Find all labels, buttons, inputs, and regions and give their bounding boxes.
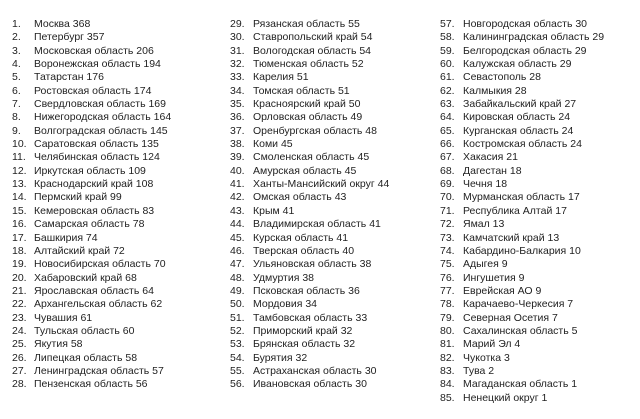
list-item-text: Петербург 357 (34, 31, 105, 44)
list-item-text: Ярославская область 64 (34, 284, 154, 297)
list-item (440, 205, 640, 218)
list-item-text: Адыгея 9 (463, 258, 508, 271)
list-item (440, 138, 640, 151)
list-item-rank: 49. (230, 284, 245, 297)
list-item-text: Кабардино-Балкария 10 (463, 244, 581, 257)
list-item (230, 272, 440, 285)
list-item-rank: 6. (12, 84, 21, 97)
list-item-rank: 13. (12, 178, 27, 191)
list-item-text: Пензенская область 56 (34, 378, 148, 391)
list-item-text: Красноярский край 50 (253, 98, 361, 111)
list-item-text: Орловская область 49 (253, 111, 363, 124)
list-item-rank: 80. (440, 324, 455, 337)
list-item (440, 392, 640, 405)
list-item (12, 245, 222, 258)
list-item (230, 111, 440, 124)
list-item-text: Кемеровская область 83 (34, 204, 155, 217)
list-item (12, 338, 222, 351)
list-item (12, 191, 222, 204)
list-item (440, 272, 640, 285)
list-item (440, 285, 640, 298)
list-item-rank: 48. (230, 271, 245, 284)
list-item (230, 31, 440, 44)
list-item (440, 165, 640, 178)
list-item (230, 205, 440, 218)
list-item-rank: 34. (230, 84, 245, 97)
list-item-text: Владимирская область 41 (253, 218, 381, 231)
list-item (440, 352, 640, 365)
list-item-rank: 66. (440, 138, 455, 151)
list-item (230, 298, 440, 311)
list-column-3 (440, 18, 640, 405)
list-column-2 (230, 18, 440, 392)
list-item-rank: 65. (440, 124, 455, 137)
list-item-rank: 37. (230, 124, 245, 137)
list-item-text: Крым 41 (253, 204, 295, 217)
list-item (230, 218, 440, 231)
list-item (440, 245, 640, 258)
list-item-text: Ивановская область 30 (253, 378, 367, 391)
list-item-text: Иркутская область 109 (34, 164, 146, 177)
list-item (230, 85, 440, 98)
list-item-rank: 47. (230, 258, 245, 271)
list-item-rank: 40. (230, 164, 245, 177)
list-item (12, 232, 222, 245)
list-item-rank: 22. (12, 298, 27, 311)
list-item (12, 18, 222, 31)
list-item (230, 325, 440, 338)
list-item (12, 218, 222, 231)
list-item-text: Ненецкий округ 1 (463, 391, 548, 404)
list-item-rank: 81. (440, 338, 455, 351)
list-item-text: Ленинградская область 57 (34, 364, 164, 377)
list-item (440, 325, 640, 338)
list-item-rank: 35. (230, 98, 245, 111)
list-item (12, 258, 222, 271)
list-item-text: Еврейская АО 9 (463, 284, 542, 297)
list-item (440, 151, 640, 164)
list-item-rank: 7. (12, 98, 21, 111)
list-item-rank: 50. (230, 298, 245, 311)
list-item (230, 18, 440, 31)
list-item (12, 325, 222, 338)
list-item-rank: 70. (440, 191, 455, 204)
list-item (440, 98, 640, 111)
list-item-rank: 69. (440, 178, 455, 191)
list-item-rank: 14. (12, 191, 27, 204)
list-item-rank: 25. (12, 338, 27, 351)
list-item-text: Смоленская область 45 (253, 151, 370, 164)
list-item-rank: 57. (440, 18, 455, 30)
list-item (12, 45, 222, 58)
list-item-text: Псковская область 36 (253, 284, 360, 297)
list-item-rank: 30. (230, 31, 245, 44)
list-item-text: Мурманская область 17 (463, 191, 580, 204)
list-item-text: Саратовская область 135 (34, 138, 159, 151)
list-item (230, 98, 440, 111)
list-item-rank: 11. (12, 151, 26, 164)
list-item (12, 285, 222, 298)
list-item-rank: 44. (230, 218, 245, 231)
list-item (12, 298, 222, 311)
list-item (440, 31, 640, 44)
list-item-rank: 41. (230, 178, 245, 191)
list-item-rank: 39. (230, 151, 245, 164)
list-item-text: Курганская область 24 (463, 124, 574, 137)
list-item-text: Новгородская область 30 (463, 18, 588, 30)
list-item (230, 378, 440, 391)
list-item-text: Курская область 41 (253, 231, 349, 244)
list-item-text: Томская область 51 (253, 84, 350, 97)
list-item-rank: 20. (12, 271, 27, 284)
list-item-text: Алтайский край 72 (34, 244, 125, 257)
list-item-rank: 8. (12, 111, 21, 124)
list-item-rank: 3. (12, 44, 21, 57)
list-item-text: Мордовия 34 (253, 298, 317, 311)
list-item-rank: 78. (440, 298, 455, 311)
list-item-rank: 59. (440, 44, 455, 57)
list-item-text: Забайкальский край 27 (463, 98, 577, 111)
list-item-rank: 4. (12, 58, 21, 71)
list-item-text: Свердловская область 169 (34, 98, 166, 111)
list-item (12, 111, 222, 124)
list-item (230, 71, 440, 84)
list-item (440, 71, 640, 84)
list-item-rank: 17. (12, 231, 27, 244)
list-item-rank: 2. (12, 31, 21, 44)
list-item (12, 138, 222, 151)
list-item-text: Удмуртия 38 (253, 271, 315, 284)
list-item-rank: 9. (12, 124, 21, 137)
list-item-rank: 21. (12, 284, 27, 297)
list-item (12, 71, 222, 84)
list-item-text: Кировская область 24 (463, 111, 571, 124)
list-item (12, 272, 222, 285)
list-item-rank: 63. (440, 98, 455, 111)
list-item (12, 165, 222, 178)
list-item-rank: 31. (230, 44, 245, 57)
list-item-rank: 56. (230, 378, 245, 391)
list-item-text: Московская область 206 (34, 44, 154, 57)
list-item (440, 18, 640, 31)
list-item-text: Архангельская область 62 (34, 298, 163, 311)
list-item-rank: 76. (440, 271, 455, 284)
list-item-text: Башкирия 74 (34, 231, 98, 244)
list-item-text: Тамбовская область 33 (253, 311, 368, 324)
list-item-text: Чечня 18 (463, 178, 508, 191)
list-item-text: Чукотка 3 (463, 351, 510, 364)
list-item-rank: 61. (440, 71, 455, 84)
list-item (230, 258, 440, 271)
list-item (230, 232, 440, 245)
list-item-text: Ханты-Мансийский округ 44 (253, 178, 390, 191)
list-item (230, 312, 440, 325)
list-item (230, 285, 440, 298)
list-item-rank: 12. (12, 164, 27, 177)
list-item-rank: 52. (230, 324, 245, 337)
list-item-text: Амурская область 45 (253, 164, 357, 177)
list-item-text: Карачаево-Черкесия 7 (463, 298, 574, 311)
list-item-text: Астраханская область 30 (253, 364, 377, 377)
list-item-text: Новосибирская область 70 (34, 258, 166, 271)
list-item (440, 378, 640, 391)
list-item-text: Ульяновская область 38 (253, 258, 372, 271)
list-item (12, 352, 222, 365)
list-item-rank: 72. (440, 218, 455, 231)
list-item-rank: 16. (12, 218, 27, 231)
list-item-text: Хакасия 21 (463, 151, 518, 164)
list-item-text: Волгоградская область 145 (34, 124, 168, 137)
list-item-rank: 58. (440, 31, 455, 44)
list-item (12, 98, 222, 111)
list-item-rank: 82. (440, 351, 455, 364)
list-item-text: Калужская область 29 (463, 58, 572, 71)
list-item (440, 365, 640, 378)
list-item-text: Краснодарский край 108 (34, 178, 154, 191)
list-item-text: Татарстан 176 (34, 71, 104, 84)
list-item-text: Калининградская область 29 (463, 31, 605, 44)
list-item-rank: 74. (440, 244, 455, 257)
list-item-text: Брянская область 32 (253, 338, 356, 351)
list-item-rank: 19. (12, 258, 27, 271)
list-item-rank: 36. (230, 111, 245, 124)
list-item-text: Белгородская область 29 (463, 44, 587, 57)
list-item (440, 85, 640, 98)
list-item (230, 245, 440, 258)
list-item-rank: 1. (12, 18, 21, 30)
list-item-rank: 84. (440, 378, 455, 391)
list-item-text: Дагестан 18 (463, 164, 522, 177)
list-item-text: Приморский край 32 (253, 324, 353, 337)
list-item-rank: 46. (230, 244, 245, 257)
list-item (12, 365, 222, 378)
list-item-rank: 54. (230, 351, 245, 364)
list-item (230, 138, 440, 151)
list-item (230, 191, 440, 204)
list-item-text: Севастополь 28 (463, 71, 541, 84)
list-item-rank: 55. (230, 364, 245, 377)
list-item (12, 178, 222, 191)
list-item-rank: 38. (230, 138, 245, 151)
list-item-text: Вологодская область 54 (253, 44, 372, 57)
list-item-rank: 32. (230, 58, 245, 71)
list-item (230, 58, 440, 71)
list-item (230, 178, 440, 191)
list-item-text: Пермский край 99 (34, 191, 122, 204)
list-item-text: Чувашия 61 (34, 311, 93, 324)
list-item-text: Сахалинская область 5 (463, 324, 578, 337)
list-item (440, 191, 640, 204)
list-item (12, 378, 222, 391)
list-item-text: Челябинская область 124 (34, 151, 160, 164)
list-item (440, 45, 640, 58)
list-item (440, 111, 640, 124)
list-item-rank: 24. (12, 324, 27, 337)
list-item-rank: 77. (440, 284, 455, 297)
list-item-text: Ставропольский край 54 (253, 31, 373, 44)
list-item-text: Рязанская область 55 (253, 18, 360, 30)
list-item (12, 85, 222, 98)
list-item-rank: 68. (440, 164, 455, 177)
list-item-text: Ингушетия 9 (463, 271, 525, 284)
list-item (440, 218, 640, 231)
list-item-text: Калмыкия 28 (463, 84, 527, 97)
list-item-text: Бурятия 32 (253, 351, 308, 364)
list-item-rank: 62. (440, 84, 455, 97)
list-item-text: Ямал 13 (463, 218, 505, 231)
list-item-rank: 53. (230, 338, 245, 351)
list-item-text: Северная Осетия 7 (463, 311, 558, 324)
list-item-rank: 51. (230, 311, 245, 324)
list-item-text: Тува 2 (463, 364, 495, 377)
list-item (230, 338, 440, 351)
list-item-text: Самарская область 78 (34, 218, 145, 231)
list-item-rank: 85. (440, 391, 455, 404)
list-item (440, 125, 640, 138)
list-item-rank: 42. (230, 191, 245, 204)
list-item (230, 45, 440, 58)
list-item-text: Республика Алтай 17 (463, 204, 567, 217)
list-item-text: Хабаровский край 68 (34, 271, 137, 284)
list-item (12, 58, 222, 71)
list-item (440, 178, 640, 191)
list-item-text: Оренбургская область 48 (253, 124, 377, 137)
list-item-text: Тульская область 60 (34, 324, 135, 337)
list-item (12, 312, 222, 325)
list-item-text: Липецкая область 58 (34, 351, 138, 364)
list-item-rank: 45. (230, 231, 245, 244)
list-item (12, 205, 222, 218)
list-item (12, 125, 222, 138)
list-item (440, 232, 640, 245)
list-item (230, 151, 440, 164)
list-column-1 (12, 18, 222, 392)
list-item-text: Карелия 51 (253, 71, 309, 84)
list-item (230, 352, 440, 365)
list-item (230, 365, 440, 378)
list-item-rank: 15. (12, 204, 27, 217)
list-item-rank: 83. (440, 364, 455, 377)
list-item-rank: 29. (230, 18, 245, 30)
list-item (440, 312, 640, 325)
list-item-text: Тюменская область 52 (253, 58, 364, 71)
list-item-text: Ростовская область 174 (34, 84, 152, 97)
list-item-rank: 33. (230, 71, 245, 84)
list-item-rank: 67. (440, 151, 455, 164)
list-item-rank: 10. (12, 138, 27, 151)
list-item (440, 58, 640, 71)
list-item-rank: 43. (230, 204, 245, 217)
list-item-text: Магаданская область 1 (463, 378, 578, 391)
list-item (12, 151, 222, 164)
list-item-rank: 64. (440, 111, 455, 124)
list-item (440, 258, 640, 271)
list-item-text: Камчатский край 13 (463, 231, 560, 244)
list-item-rank: 5. (12, 71, 21, 84)
list-item (440, 338, 640, 351)
list-item (230, 125, 440, 138)
list-item-rank: 71. (440, 204, 455, 217)
list-item-rank: 28. (12, 378, 27, 391)
list-item-rank: 26. (12, 351, 27, 364)
list-item-text: Якутия 58 (34, 338, 83, 351)
list-item-text: Омская область 43 (253, 191, 347, 204)
list-item-text: Воронежская область 194 (34, 58, 161, 71)
list-item-rank: 73. (440, 231, 455, 244)
list-item-rank: 79. (440, 311, 455, 324)
list-item-text: Москва 368 (34, 18, 91, 30)
list-item-rank: 75. (440, 258, 455, 271)
list-item (12, 31, 222, 44)
list-item-text: Нижегородская область 164 (34, 111, 172, 124)
list-item (230, 165, 440, 178)
list-item-text: Марий Эл 4 (463, 338, 521, 351)
list-item-rank: 23. (12, 311, 27, 324)
list-item-rank: 27. (12, 364, 27, 377)
list-item-rank: 18. (12, 244, 27, 257)
list-item-rank: 60. (440, 58, 455, 71)
list-item (440, 298, 640, 311)
list-item-text: Костромская область 24 (463, 138, 582, 151)
list-item-text: Тверская область 40 (253, 244, 355, 257)
list-item-text: Коми 45 (253, 138, 293, 151)
